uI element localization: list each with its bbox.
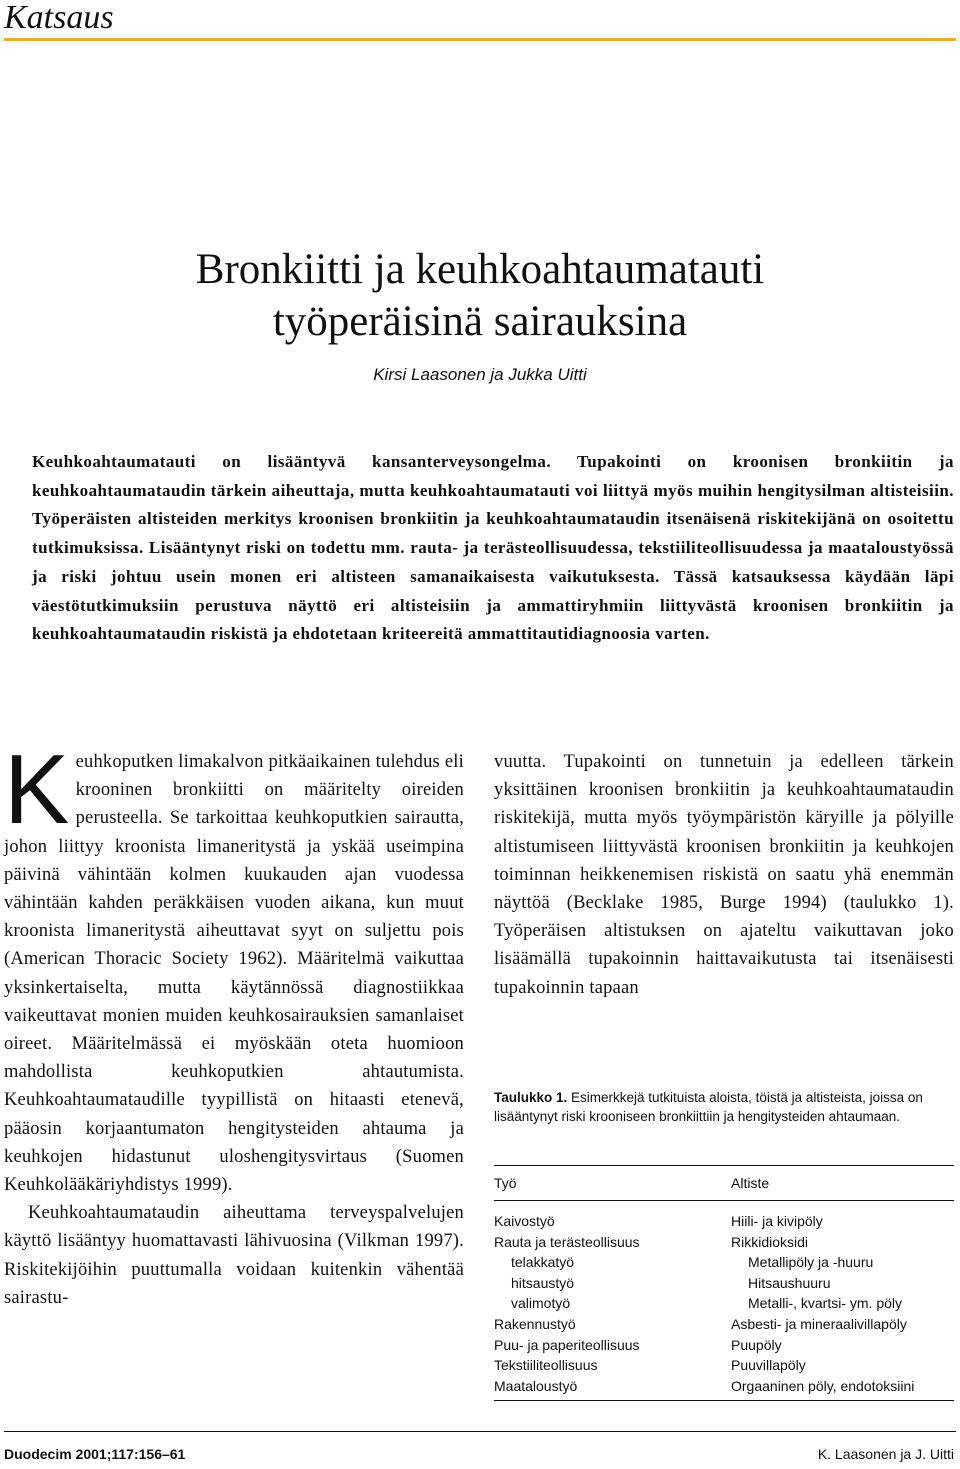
- table-cell-work: Maataloustyö: [494, 1377, 578, 1394]
- table-cell-work: Rakennustyö: [494, 1315, 576, 1332]
- table-cell-exposure: Puuvillapöly: [731, 1357, 806, 1374]
- table-cell-exposure: Asbesti- ja mineraalivillapöly: [731, 1315, 907, 1332]
- title-line-2: työperäisinä sairauksina: [272, 298, 688, 345]
- body-paragraph-1: [4, 734, 464, 1199]
- table-caption-label: Taulukko 1.: [494, 1090, 568, 1105]
- table-cell-work: hitsaustyö: [511, 1274, 575, 1291]
- table-cell-exposure: Orgaaninen pöly, endotoksiini: [731, 1377, 915, 1394]
- title-line-1: Bronkiitti ja keuhkoahtaumatauti: [195, 246, 765, 293]
- table-row: [494, 1335, 954, 1356]
- table-cell-exposure: Rikkidioksidi: [731, 1233, 809, 1250]
- footer-authors: K. Laasonen ja J. Uitti: [817, 1446, 954, 1462]
- table-cell-exposure: Hitsaushuuru: [748, 1274, 831, 1291]
- table-cell-exposure: Metallipöly ja -huuru: [748, 1254, 874, 1271]
- table-row: [494, 1293, 954, 1314]
- table-cell-work: Rauta ja terästeollisuus: [494, 1233, 640, 1250]
- section-label: Katsaus: [4, 0, 114, 36]
- table-header-exposure: Altiste: [731, 1175, 770, 1191]
- table-row: [494, 1376, 954, 1397]
- table-cell-work: valimotyö: [511, 1295, 571, 1312]
- exposure-table: [494, 1165, 954, 1401]
- table-cell-work: telakkatyö: [511, 1254, 575, 1271]
- article-authors: Kirsi Laasonen ja Jukka Uitti: [373, 365, 587, 384]
- body-paragraph-2: Keuhkoahtaumataudin aiheuttama terveyspalvelujen käyttö lisääntyy huomattavasti lähivuosina (Vilkman 1997). Riskitekijöihin puuttumalla voidaan kuitenkin vähentää sairastu-: [4, 1203, 464, 1308]
- table-row: [494, 1252, 954, 1273]
- body-paragraph-3: vuutta. Tupakointi on tunnetuin ja edelleen tärkein yksittäinen kroonisen bronkiitin ja keuhkoahtaumataudin riskitekijä, mutta myös työympäristön käryille ja pölyille altistumiseen liittyvästä kroonisen bronkiitin ja keuhkojen toiminnan heikkenemisen riskistä on saatu yhä enemmän näyttöä (Becklake 1985, Burge 1994) (taulukko 1). Työperäisen altistuksen on ajateltu vaikuttavan joko lisäämällä tupakoinnin haittavaikutusta tai itsenäisesti tupakoinnin tapaan: [494, 752, 954, 998]
- table-header-row: [494, 1166, 954, 1200]
- table-row: [494, 1314, 954, 1335]
- table-header-work: Työ: [494, 1175, 517, 1191]
- table-cell-work: Tekstiiliteollisuus: [494, 1357, 598, 1374]
- dropcap: K: [4, 734, 70, 844]
- table-cell-exposure: Metalli-, kvartsi- ym. pöly: [748, 1295, 903, 1312]
- header-accent-rule: [4, 38, 956, 41]
- table-cell-exposure: Hiili- ja kivipöly: [731, 1213, 823, 1229]
- table-cell-work: Kaivostyö: [494, 1213, 555, 1229]
- footer-rule: [4, 1431, 956, 1432]
- table-row: [494, 1355, 954, 1376]
- body-column-right: [494, 748, 954, 1002]
- abstract: Keuhkoahtaumatauti on lisääntyvä kansanterveysongelma. Tupakointi on kroonisen bronkiitin ja keuhkoahtaumataudin tärkein aiheuttaja, mutta keuhkoahtaumatauti voi liittyä myös muihin hengitysilman altisteisiin. Työperäisten altisteiden merkitys kroonisen bronkiitin ja keuhkoahtaumataudin itsenäisenä riskitekijänä on osoitettu tutkimuksissa. Lisääntynyt riski on todettu mm. rauta- ja terästeollisuudessa, tekstiiliteollisuudessa ja maataloustyössä ja riski johtuu usein monen eri altisteen samanaikaisesta vaikutuksesta. Tässä katsauksessa käydään läpi väestötutkimuksiin perustuva näyttö eri altisteisiin ja ammattiryhmiin liittyvästä kroonisen bronkiitin ja keuhkoahtaumataudin riskistä ja ehdotetaan kriteereitä ammattitautidiagnoosia varten.: [32, 452, 954, 644]
- table-body: [494, 1201, 954, 1400]
- body-column-left: [4, 734, 464, 1312]
- footer-citation: Duodecim 2001;117:156–61: [4, 1446, 186, 1462]
- table-cell-work: Puu- ja paperiteollisuus: [494, 1336, 640, 1353]
- table-caption-text: Esimerkkejä tutkituista aloista, töistä ja altisteista, joissa on lisääntynyt riski krooniseen bronkiittiin ja hengitysteiden ahtaumaan.: [494, 1090, 923, 1124]
- table-row: [494, 1273, 954, 1294]
- table-cell-exposure: Puupöly: [731, 1336, 782, 1353]
- body-paragraph-1-text: euhkoputken limakalvon pitkäaikainen tulehdus eli krooninen bronkiitti on määritelty oireiden perusteella. Se tarkoittaa keuhkoputkien sairautta, johon liittyy kroonista limaneritystä ja yskää useimpina päivinä vähintään kolmen kuukauden ajan vuodessa vähintään kahden peräkkäisen vuoden aikana, kun muut kroonista limaneritystä aiheuttavat syyt on suljettu pois (American Thoracic Society 1962). Määritelmä vaikuttaa yksinkertaiselta, mutta käytännössä diagnostiikkaa vaikeuttavat monien muiden keuhkosairauksien samanlaiset oireet. Määritelmässä ei myöskään oteta huomioon mahdollista keuhkoputkien ahtautumista. Keuhkoahtaumataudille tyypillistä on hitaasti etenevä, pääosin korjaantumaton hengitysteiden ahtauma ja keuhkojen hidastunut uloshengitysvirtaus (Suomen Keuhkolääkäriyhdistys 1999).: [4, 752, 464, 1196]
- table-bottom-rule: [494, 1400, 954, 1401]
- table-caption: [494, 1089, 954, 1126]
- table-row: [494, 1211, 954, 1232]
- article-title: [0, 244, 960, 348]
- table-row: [494, 1232, 954, 1253]
